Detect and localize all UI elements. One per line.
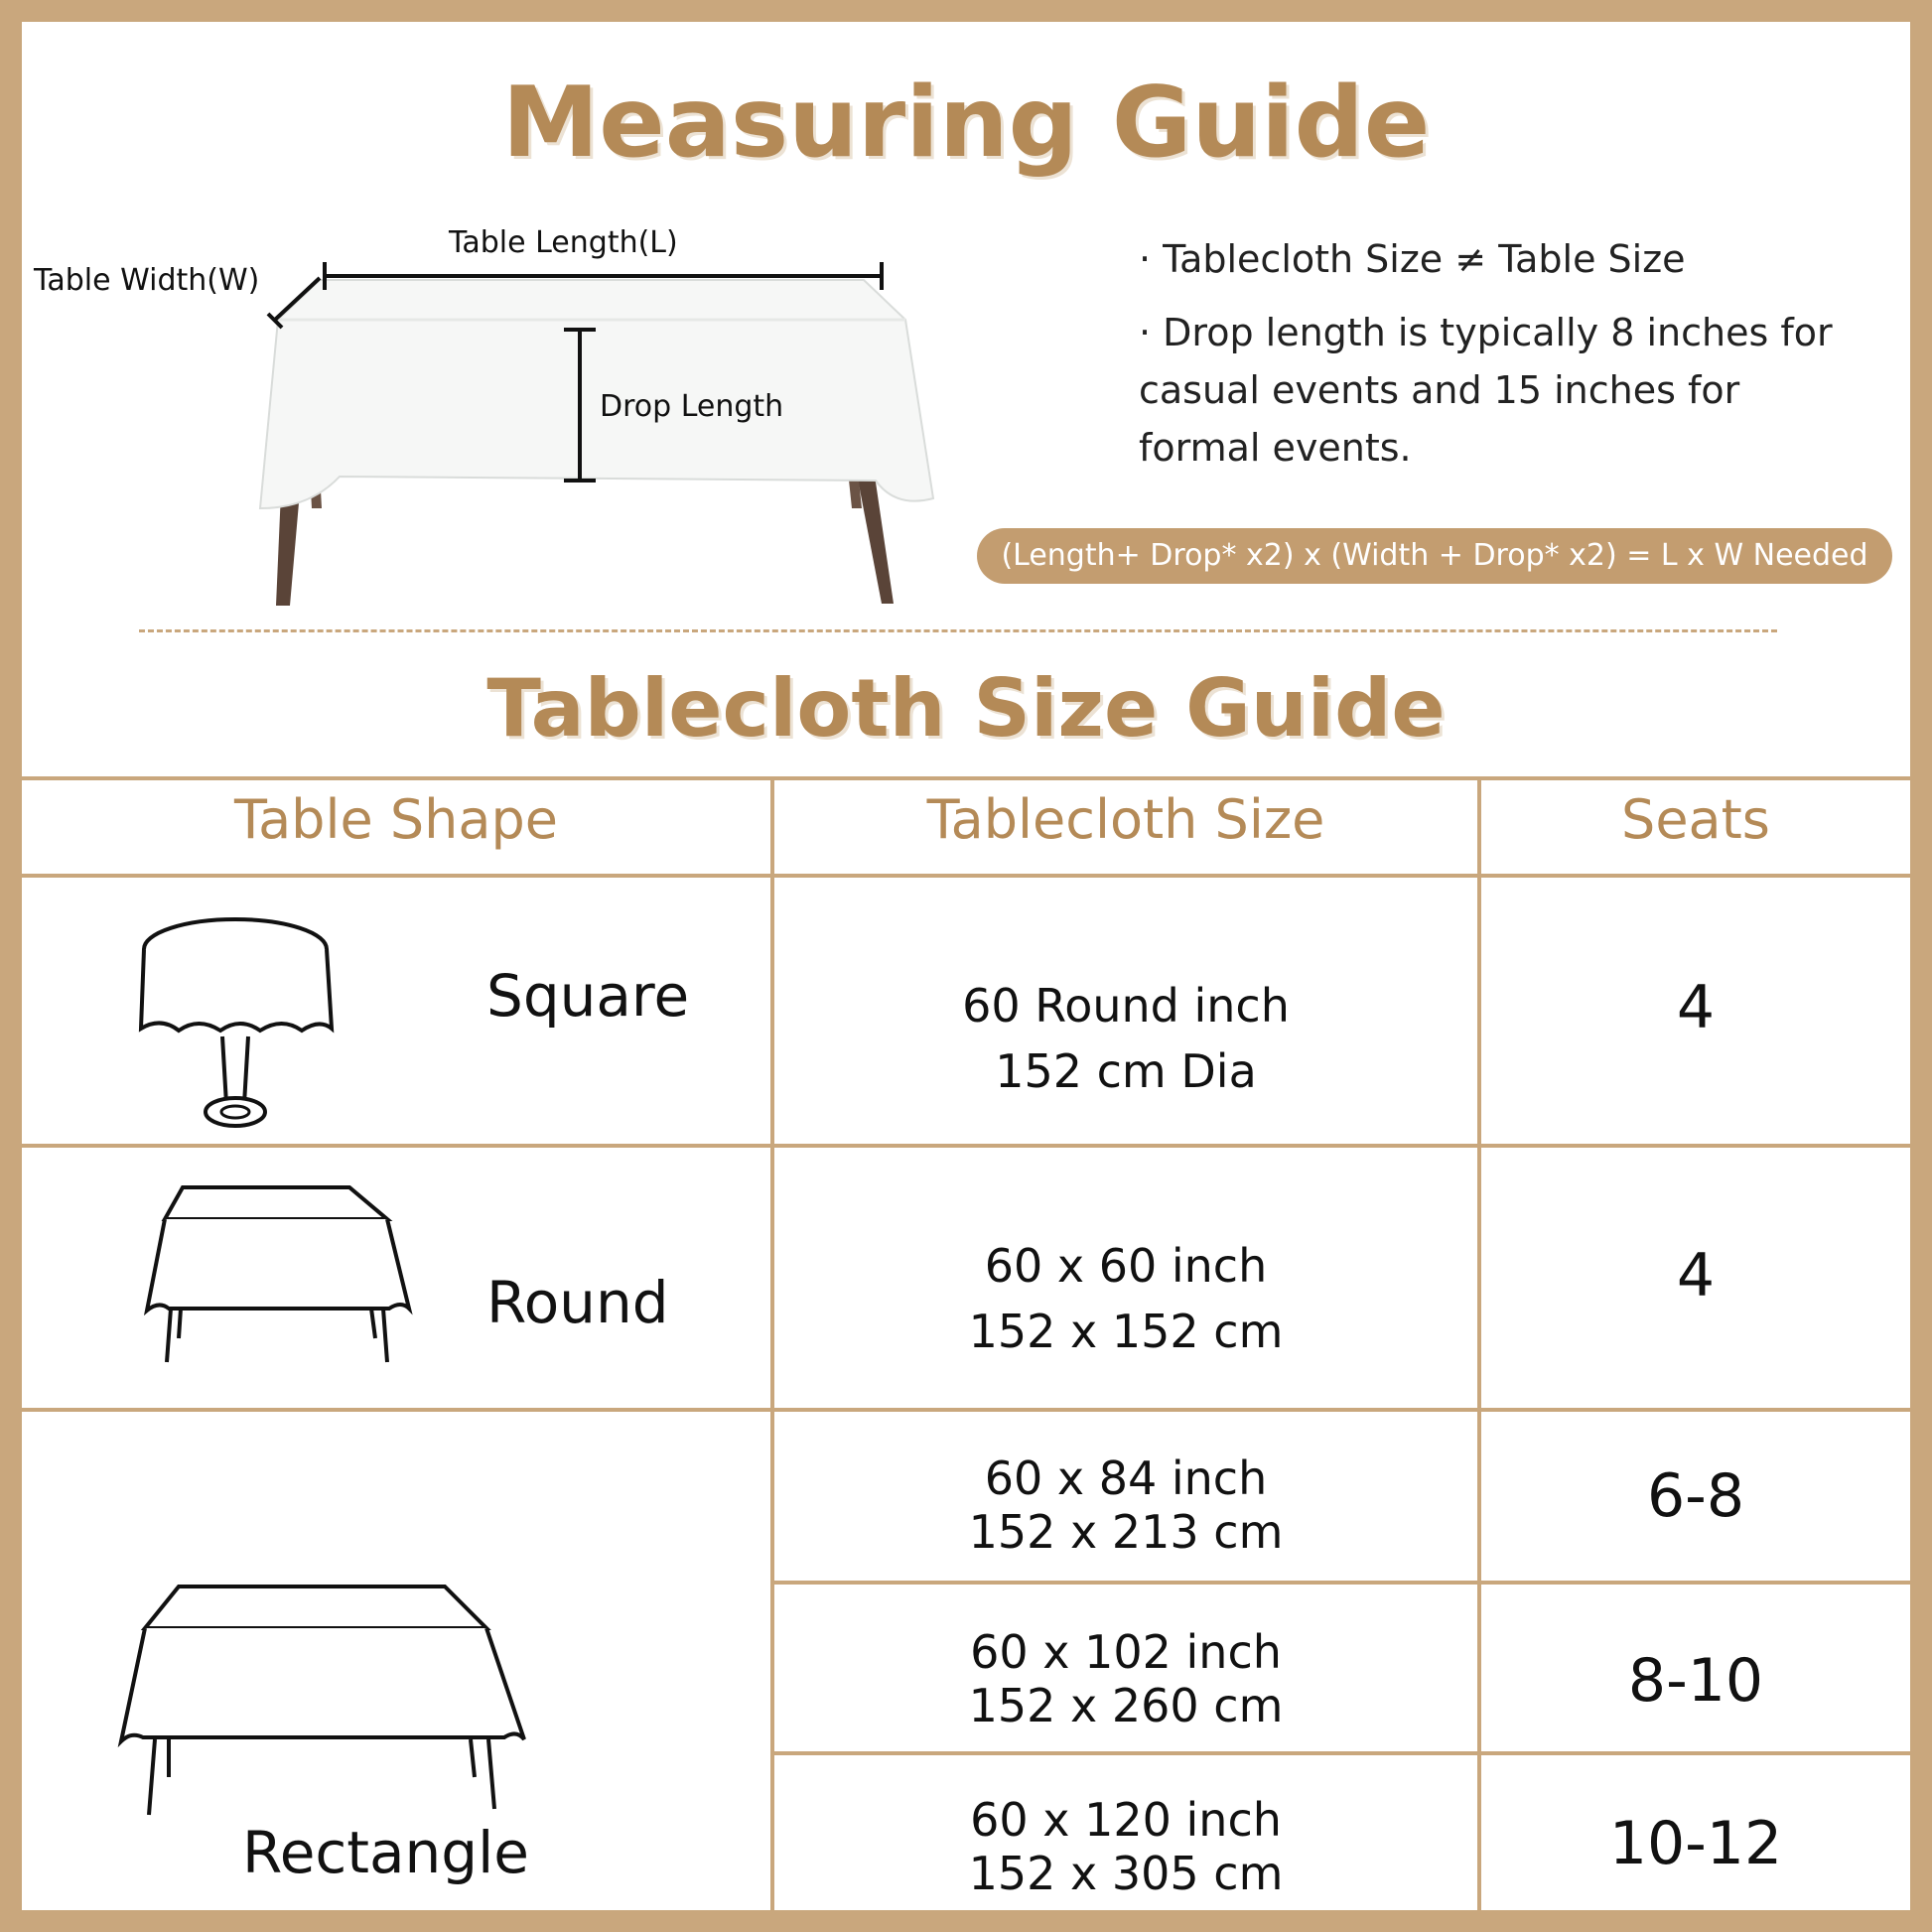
size-cell xyxy=(774,1451,1477,1559)
size-inch: 60 x 102 inch xyxy=(970,1625,1282,1679)
size-inch: 60 x 60 inch xyxy=(984,1239,1268,1293)
table-line xyxy=(22,1408,1910,1412)
header-table-shape: Table Shape xyxy=(234,788,558,851)
round-table-icon xyxy=(131,909,349,1138)
shape-name-square: Square xyxy=(486,962,690,1030)
measuring-notes xyxy=(1139,230,1854,492)
shape-name-rectangle: Rectangle xyxy=(242,1819,529,1886)
table-line xyxy=(772,1751,1910,1755)
table-length-label: Table Length(L) xyxy=(449,225,678,260)
size-inch: 60 x 84 inch xyxy=(984,1451,1268,1505)
table-line xyxy=(22,776,1910,780)
size-cm: 152 cm Dia xyxy=(995,1044,1257,1098)
seats-cell: 6-8 xyxy=(1647,1461,1744,1531)
header-tablecloth-size: Tablecloth Size xyxy=(926,788,1325,851)
formula-pill: (Length+ Drop* x2) x (Width + Drop* x2) = L x W Needed xyxy=(977,528,1892,584)
table-line xyxy=(22,1144,1910,1148)
seats-cell: 4 xyxy=(1676,1241,1716,1311)
size-cm: 152 x 260 cm xyxy=(968,1679,1284,1732)
size-cm: 152 x 305 cm xyxy=(968,1847,1284,1900)
size-cell xyxy=(774,1625,1477,1732)
size-guide-title: Tablecloth Size Guide xyxy=(486,662,1446,755)
header-seats: Seats xyxy=(1621,788,1770,851)
size-cm: 152 x 213 cm xyxy=(968,1505,1284,1559)
note-size-difference: · Tablecloth Size ≠ Table Size xyxy=(1139,237,1686,281)
section-divider xyxy=(139,629,1777,632)
table-width-label: Table Width(W) xyxy=(34,263,260,298)
shape-name-round: Round xyxy=(486,1269,669,1336)
drop-length-label: Drop Length xyxy=(600,389,784,424)
table-line xyxy=(22,874,1910,878)
size-cell xyxy=(774,973,1477,1104)
size-cell xyxy=(774,1793,1477,1900)
size-guide-table xyxy=(22,776,1910,1910)
note-drop-length: · Drop length is typically 8 inches for casual events and 15 inches for formal events. xyxy=(1139,311,1833,470)
table-line xyxy=(1477,776,1481,1910)
size-inch: 60 x 120 inch xyxy=(970,1793,1282,1847)
guide-frame xyxy=(22,22,1910,1910)
size-cm: 152 x 152 cm xyxy=(968,1305,1284,1358)
square-table-icon xyxy=(141,1183,419,1372)
table-line xyxy=(772,1581,1910,1585)
seats-cell: 10-12 xyxy=(1608,1809,1783,1878)
seats-cell: 4 xyxy=(1676,973,1716,1042)
size-inch: 60 Round inch xyxy=(962,979,1290,1033)
seats-cell: 8-10 xyxy=(1627,1646,1764,1716)
size-cell xyxy=(774,1233,1477,1364)
measuring-guide-title: Measuring Guide xyxy=(501,67,1431,180)
